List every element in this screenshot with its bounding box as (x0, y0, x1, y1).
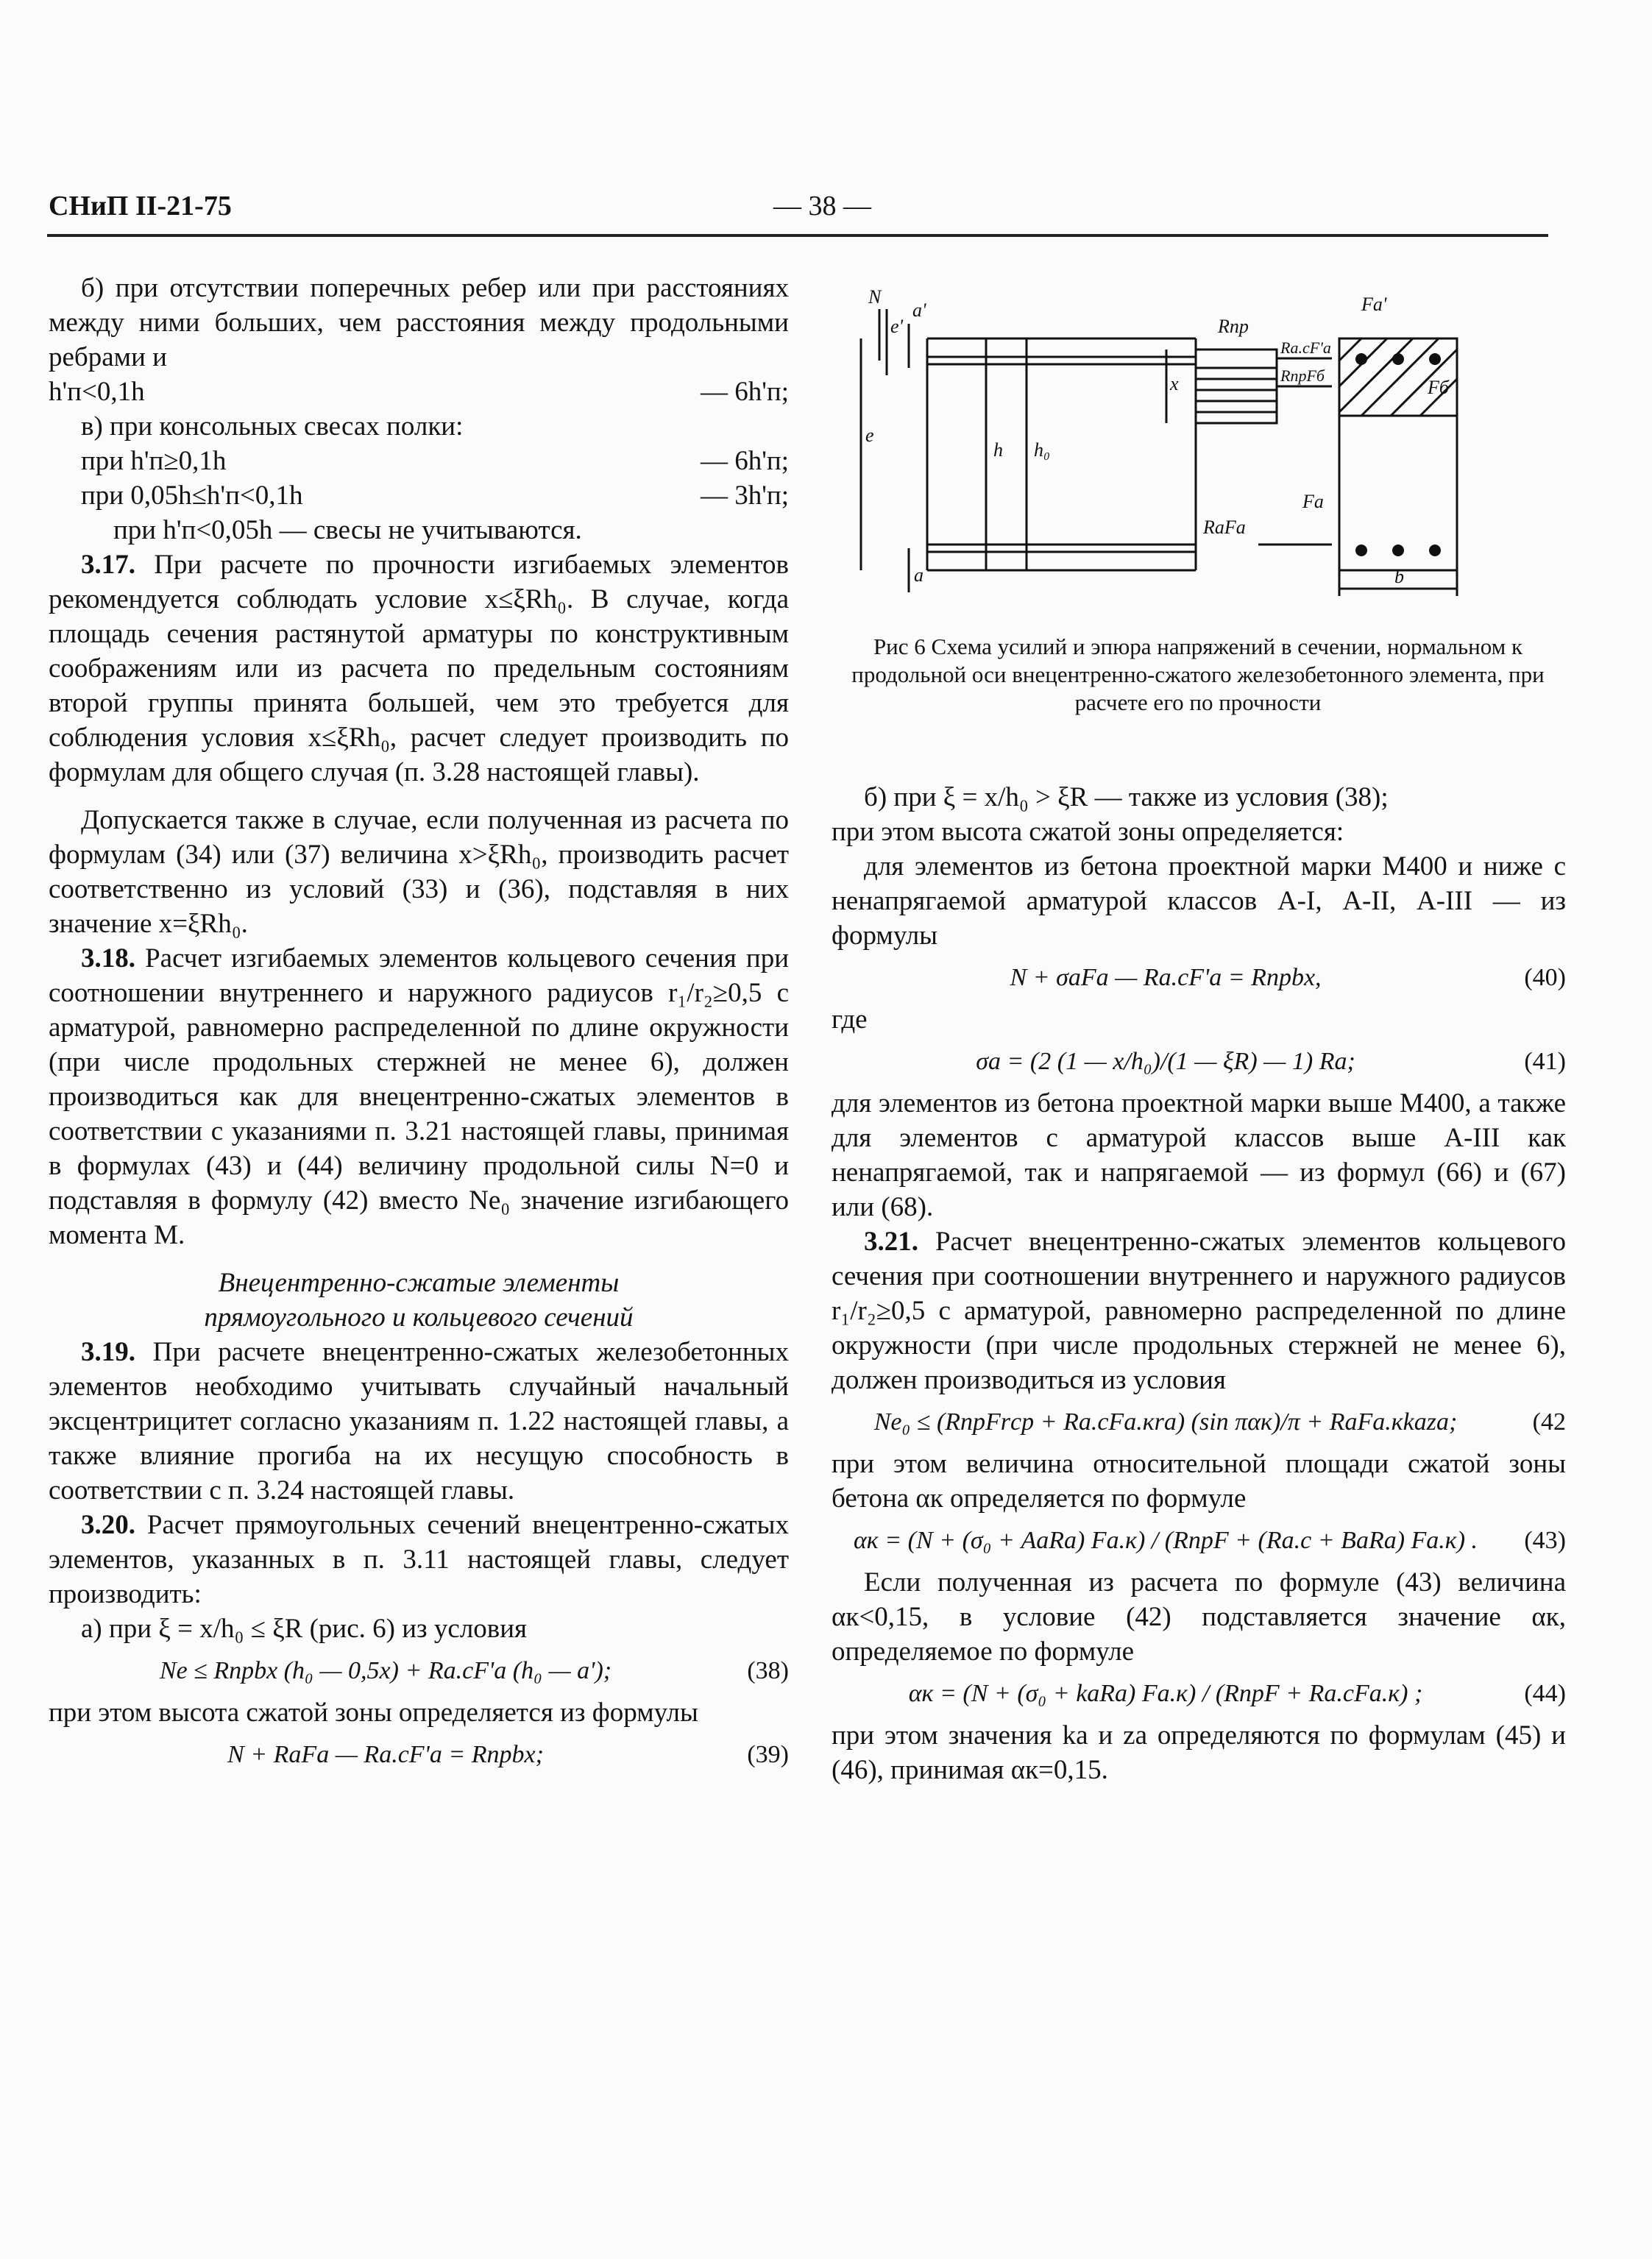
formula-number: (41) (1524, 1048, 1566, 1075)
condition-text: при 0,05h≤h'п<0,1h (81, 480, 303, 511)
formula-body: σа = (2 (1 — x/h₀)/(1 — ξR) — 1) Rа; (976, 1048, 1355, 1075)
formula-row (49, 444, 789, 478)
condition-value: — 6h'п; (701, 377, 789, 407)
paragraph: б) при отсутствии поперечных ребер или при расстояниях между ними больших, чем расстояния между продольными ребрами и (49, 273, 789, 372)
condition-value: — 3h'п; (701, 480, 789, 511)
condition-text: h'п<0,1h (49, 377, 145, 407)
formula-number: (43) (1524, 1527, 1566, 1554)
label-b: b (1394, 566, 1404, 587)
formula-40 (832, 960, 1566, 995)
formula-body: Ne₀ ≤ (RпрFrср + Rа.сFа.кrа) (sin παк)/π + RаFа.кkаzа; (873, 1408, 1458, 1436)
rebar-dot (1355, 353, 1367, 365)
section-number: 3.17. (81, 550, 135, 580)
section-text: При расчете по прочности изгибаемых элементов рекомендуется соблюдать условие x≤ξRh₀. В случае, когда площадь сечения растянутой арматуры по конструктивным соображениям или из расчета по предельным состояниям второй группы принята большей, чем это требуется для соблюдения условия x≤ξRh₀, расчет следует производить по формулам для общего случая (п. 3.28 настоящей главы). (49, 550, 790, 787)
section-3-19 (49, 1335, 789, 1508)
section-number: 3.19. (81, 1337, 135, 1367)
formula-number: (38) (747, 1657, 789, 1684)
paragraph: Допускается также в случае, если полученная из расчета по формулам (34) или (37) величина x>ξRh₀, производить расчет соответственно из условий (33) и (36), подставляя в них значение x=ξRh₀. (49, 805, 789, 939)
rebar-dot (1355, 545, 1367, 556)
section-3-20 (49, 1508, 789, 1611)
label-h: h (993, 439, 1003, 461)
paragraph: б) при ξ = x/h₀ > ξR — также из условия (38); (864, 782, 1389, 812)
rebar-dot (1429, 545, 1441, 556)
formula-body: αк = (N + (σ₀ + AаRа) Fа.к) / (RпрF + (Rа.с + BаRа) Fа.к) . (853, 1527, 1478, 1554)
condition-value: — 6h'п; (701, 446, 789, 476)
paragraph: Если полученная из расчета по формуле (43) величина αк<0,15, в условие (42) подставляется значение αк, определяемое по формуле (832, 1567, 1566, 1667)
label-rpr-fb: RпрFб (1280, 366, 1325, 385)
formula-row (49, 375, 789, 409)
formula-body: Ne ≤ Rпрbx (h₀ — 0,5x) + Rа.сF'а (h₀ — a'); (159, 1657, 612, 1684)
figure-caption: Рис 6 Схема усилий и эпюра напряжений в сечении, нормальном к продольной оси внецентренно-сжатого железобетонного элемента, при расчете его по прочности (851, 634, 1545, 715)
left-column (49, 271, 789, 1779)
label-h0: h₀ (1034, 439, 1051, 461)
label-rasc-fa: Rа.сF'а (1280, 338, 1331, 357)
section-number: 3.21. (864, 1227, 918, 1257)
rebar-dot (1429, 353, 1441, 365)
paragraph: а) при ξ = x/h₀ ≤ ξR (рис. 6) из условия (81, 1614, 528, 1644)
label-e: e (865, 425, 874, 446)
section-text: Расчет прямоугольных сечений внецентренно-сжатых элементов, указанных в п. 3.11 настоящей главы, следует производить: (49, 1510, 789, 1609)
where-label: где (832, 1004, 868, 1035)
condition-text: при h'п≥0,1h (81, 446, 227, 476)
section-text: Расчет внецентренно-сжатых элементов кольцевого сечения при соотношении внутреннего и наружного радиусов r₁/r₂≥0,5 с арматурой, равномерно распределенной по длине окружности (при числе продольных стержней не менее 6), должен производиться из условия (832, 1227, 1567, 1395)
label-e-prime: e' (890, 316, 904, 337)
formula-number: (39) (747, 1741, 789, 1768)
section-text: При расчете внецентренно-сжатых железобетонных элементов необходимо учитывать случайный начальный эксцентрицитет согласно указаниям п. 1.22 настоящей главы, а также влияние прогиба на их несущую способность в соответствии с п. 3.24 настоящей главы. (49, 1337, 789, 1506)
formula-body: N + RаFа — Rа.сF'а = Rпрbx; (227, 1741, 544, 1768)
paragraph: в) при консольных свесах полки: (81, 411, 464, 441)
running-header (49, 190, 1550, 227)
section-3-21 (832, 1224, 1566, 1397)
page-number: — 38 — (773, 191, 871, 221)
formula-39 (49, 1737, 789, 1772)
label-fa: Fа (1302, 491, 1324, 512)
paragraph: при h'п<0,05h — свесы не учитываются. (113, 515, 582, 545)
formula-number: (42 (1532, 1408, 1566, 1436)
right-column (832, 780, 1566, 1787)
paragraph: при этом значения kа и zа определяются по формулам (45) и (46), принимая αк=0,15. (832, 1720, 1566, 1785)
label-a: a (914, 564, 924, 586)
rebar-dot (1392, 545, 1404, 556)
formula-43 (832, 1523, 1566, 1558)
section-3-17 (49, 547, 789, 790)
section-number: 3.20. (81, 1510, 135, 1540)
cross-section-outline (1339, 338, 1457, 570)
subheading: прямоугольного и кольцевого сечений (204, 1302, 634, 1333)
formula-41 (832, 1044, 1566, 1079)
document-code: СНиП II-21-75 (49, 191, 232, 221)
section-text: Расчет изгибаемых элементов кольцевого сечения при соотношении внутреннего и наружного радиусов r₁/r₂≥0,5 с арматурой, равномерно распределенной по длине окружности (при числе продольных стержней не менее 6), должен производиться как для внецентренно-сжатых элементов в соответствии с указаниями п. 3.21 настоящей главы, принимая в формулах (43) и (44) величину продольной силы N=0 и подставляя в формулу (42) вместо Ne₀ значение изгибающего момента M. (49, 943, 790, 1250)
formula-42 (832, 1405, 1566, 1439)
formula-row (49, 478, 789, 513)
formula-44 (832, 1676, 1566, 1711)
label-fa-prime: Fа' (1361, 294, 1387, 315)
section-3-18 (49, 941, 789, 1252)
label-rpr: Rпр (1218, 316, 1249, 337)
figure-6-diagram (846, 287, 1494, 611)
label-rafa: RаFа (1203, 517, 1246, 538)
subheading: Внецентренно-сжатые элементы (218, 1268, 620, 1298)
paragraph: для элементов из бетона проектной марки выше М400, а также для элементов с арматурой классов выше А-III как ненапрягаемой, так и напрягаемой — из формул (66) и (67) или (68). (832, 1088, 1566, 1222)
paragraph: для элементов из бетона проектной марки М400 и ниже с ненапрягаемой арматурой классов А-I, А-II, А-III — из формулы (832, 851, 1566, 951)
formula-number: (44) (1524, 1680, 1566, 1707)
section-number: 3.18. (81, 943, 135, 974)
label-n: N (868, 287, 882, 308)
formula-38 (49, 1653, 789, 1688)
label-fb: Fб (1428, 377, 1449, 398)
formula-body: αк = (N + (σ₀ + kаRа) Fа.к) / (RпрF + Rа.сFа.к) ; (908, 1680, 1423, 1707)
paragraph: при этом высота сжатой зоны определяется: (832, 817, 1344, 847)
header-rule (47, 234, 1548, 237)
label-x: x (1170, 373, 1179, 394)
paragraph: при этом величина относительной площади сжатой зоны бетона αк определяется по формуле (832, 1449, 1566, 1514)
paragraph: при этом высота сжатой зоны определяется из формулы (49, 1698, 698, 1728)
label-a-prime: a' (912, 299, 926, 321)
rebar-dot (1392, 353, 1404, 365)
formula-body: N + σаFа — Rа.сF'а = Rпрbx, (1010, 964, 1322, 991)
formula-number: (40) (1524, 964, 1566, 991)
